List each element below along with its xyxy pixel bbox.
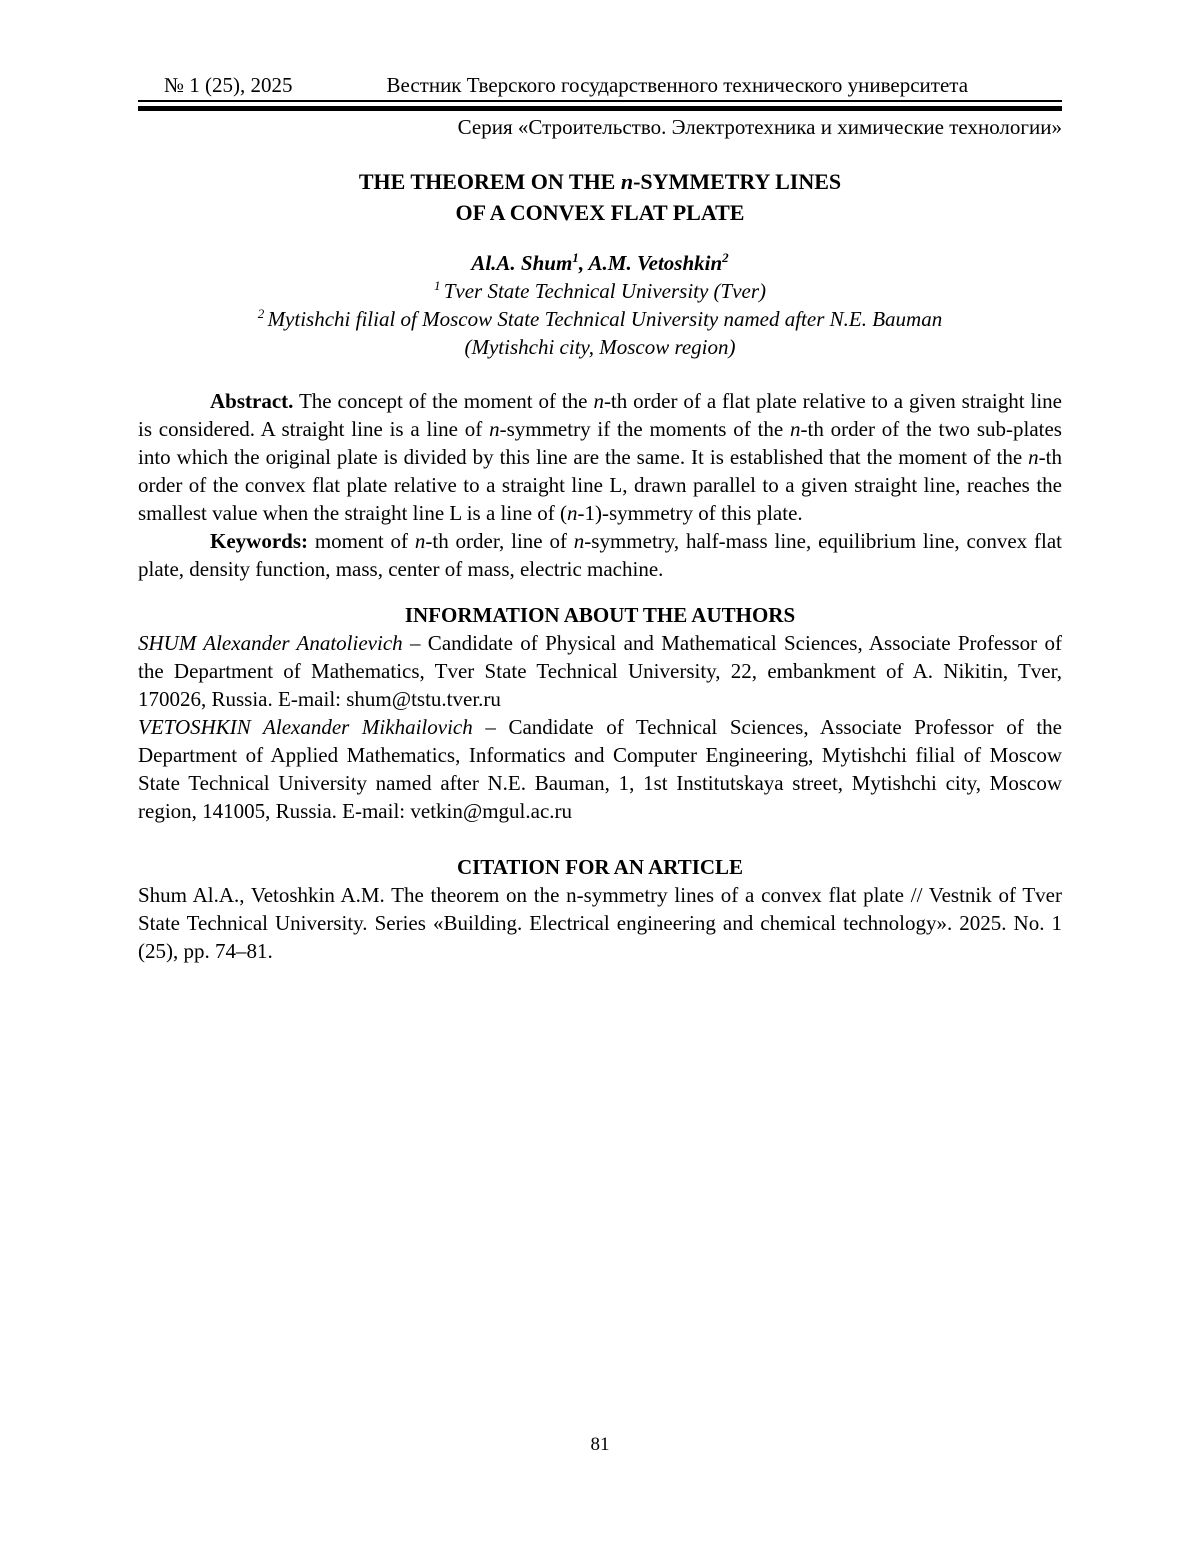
authors-line: Al.A. Shum$^1$, A.M. Vetoshkin$^2$ bbox=[471, 250, 729, 275]
section-heading-authors-info: INFORMATION ABOUT THE AUTHORS bbox=[404, 603, 796, 627]
affiliation-line-2: $^2$ Mytishchi filial of Moscow State Technical University named after N.E. Bauman bbox=[257, 306, 943, 331]
page-header bbox=[138, 74, 1062, 102]
affiliation-line-3: (Mytishchi city, Moscow region) bbox=[464, 335, 736, 359]
journal-title: Вестник Тверского государственного технического университета bbox=[386, 73, 969, 97]
issue-number: № 1 (25), 2025 bbox=[164, 73, 293, 97]
article-title bbox=[138, 166, 1062, 228]
article-title-line2: OF A CONVEX FLAT PLATE bbox=[455, 200, 745, 225]
page-number: 81 bbox=[590, 1434, 610, 1455]
abstract-paragraph: Abstract. The concept of the moment of the n-th order of a flat plate relative to a given straight line is considered. A straight line is a line of n-symmetry if the moments of the n-th order of the two sub-plates into which the original plate is divided by this line are the same. It is established that the moment of the n-th order of the convex flat plate relative to a straight line L, drawn parallel to a given straight line, reaches the smallest value when the straight line L is a line of (n-1)-symmetry of this plate. bbox=[138, 389, 1063, 525]
author-info-entry-vetoshkin: VETOSHKIN Alexander Mikhailovich – Candidate of Technical Sciences, Associate Professor of the Department of Applied Mathematics, Informatics and Computer Engineering, Mytishchi filial of Moscow State Technical University named after N.E. Bauman, 1, 1st Institutskaya street, Mytishchi city, Moscow region, 141005, Russia. E-mail: vetkin@mgul.ac.ru bbox=[138, 715, 1062, 823]
keywords-paragraph: Keywords: moment of n-th order, line of n-symmetry, half-mass line, equilibrium line, convex flat plate, density function, mass, center of mass, electric machine. bbox=[138, 529, 1062, 581]
journal-series: Серия «Строительство. Электротехника и химические технологии» bbox=[457, 115, 1062, 139]
author-info-entry-shum: SHUM Alexander Anatolievich – Candidate of Physical and Mathematical Sciences, Associate Professor of the Department of Mathematics, Tver State Technical University, 22, embankment of A. Nikitin, Tver, 170026, Russia. E-mail: shum@tstu.tver.ru bbox=[138, 631, 1062, 711]
section-heading-citation: CITATION FOR AN ARTICLE bbox=[456, 855, 744, 879]
affiliation-line-1: $^1$ Tver State Technical University (Tver) bbox=[433, 278, 767, 303]
citation-paragraph: Shum Al.A., Vetoshkin A.M. The theorem on the n-symmetry lines of a convex flat plate // Vestnik of Tver State Technical University. Series «Building. Electrical engineering and chemical technology». 2025. No. 1 (25), pp. 74–81. bbox=[138, 883, 1062, 963]
article-title-line1: THE THEOREM ON THE n-SYMMETRY LINES bbox=[358, 169, 842, 194]
header-rule bbox=[138, 106, 1062, 111]
